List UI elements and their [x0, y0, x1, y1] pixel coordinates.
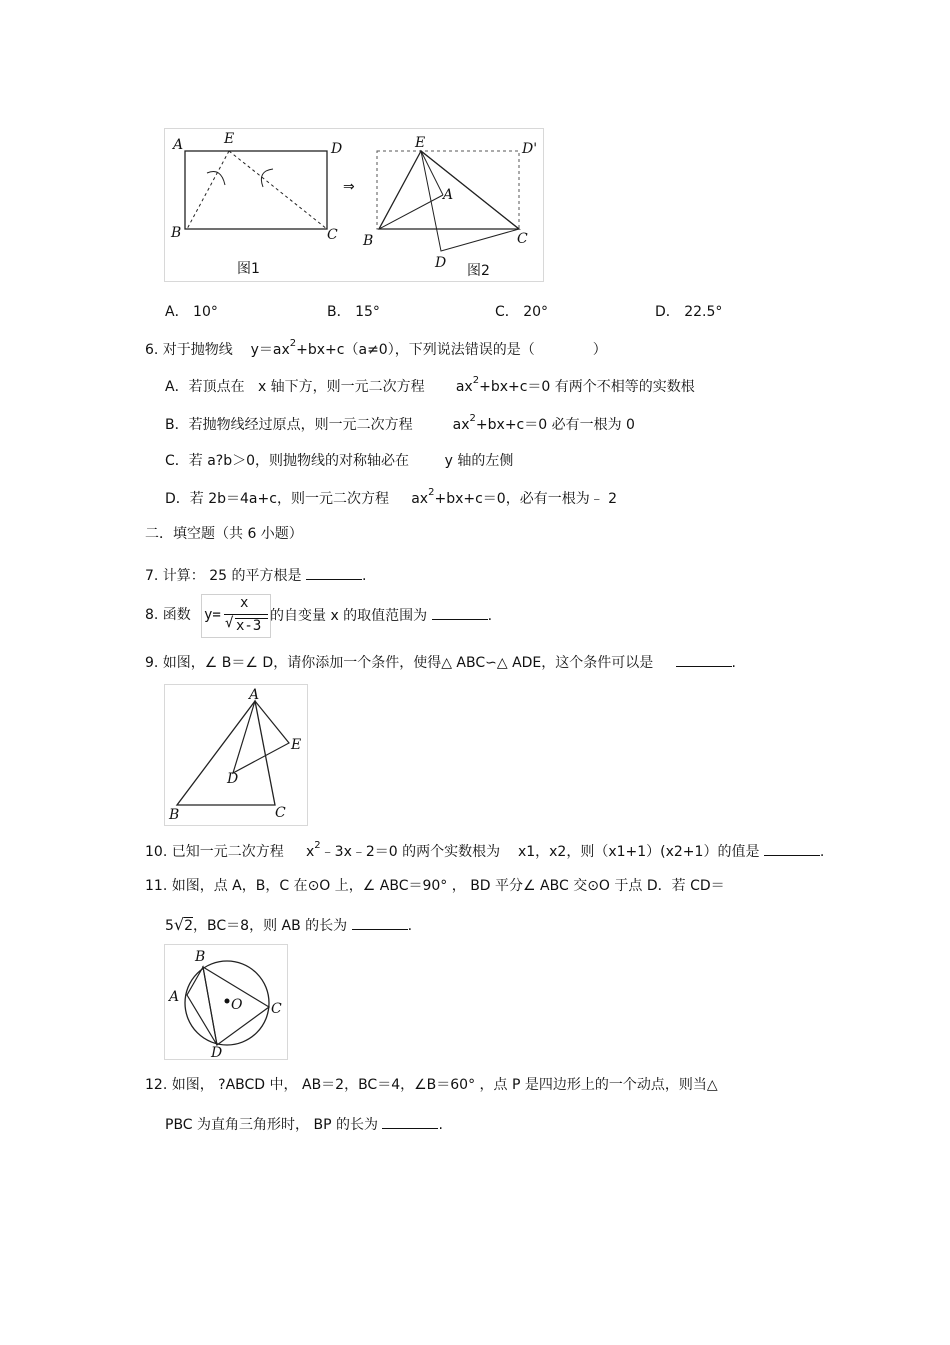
q6-stem-close: ）: [592, 342, 607, 358]
q6-option-c[interactable]: [165, 452, 513, 470]
q11-label-b: B: [195, 949, 206, 965]
figure-q11: [164, 944, 288, 1060]
q8-formula-num: x: [240, 595, 249, 611]
option-text-post: +bx+c＝0 必有一根为 0: [475, 417, 635, 433]
q12-line1: 12. 如图， ?ABCD 中， AB＝2，BC＝4，∠B＝60° ，点 P 是四边形上的一个动点，则当△: [145, 1077, 718, 1093]
option-letter: B．: [327, 304, 351, 320]
option-text: 10°: [193, 304, 218, 320]
option-text-post: +bx+c＝0，必有一根为﹣ 2: [434, 491, 618, 507]
option-text: 20°: [523, 304, 549, 320]
option-eq: ax: [452, 417, 470, 433]
q10-eq: ﹣3x﹣2＝0 的两个实数根为: [320, 844, 501, 860]
q8-formula-den: x-3: [236, 618, 262, 634]
q8-formula-box: [201, 594, 271, 638]
q9-text: 9. 如图，∠ B＝∠ D，请你添加一个条件，使得△ ABC∽△ ADE，这个条件可以是: [145, 655, 654, 671]
figure-q5-svg: [165, 129, 543, 281]
option-eq: ax: [455, 379, 473, 395]
option-text: 若顶点在: [188, 379, 245, 395]
sqrt-icon: √: [173, 915, 185, 934]
fig1-fold-arrow-left: [207, 172, 225, 186]
option-text: 15°: [355, 304, 380, 320]
q9-end: .: [731, 655, 736, 671]
option-text: 若 a?b＞0，则抛物线的对称轴必在: [188, 453, 410, 469]
option-text: 若抛物线经过原点，则一元二次方程: [188, 417, 413, 433]
option-text: 若 2b＝4a+c，则一元二次方程: [189, 491, 389, 507]
q9-label-c: C: [275, 805, 286, 821]
fig2-triangle-edc: [421, 151, 519, 251]
option-sup: 2: [469, 413, 476, 424]
q11-text: ，BC＝8，则 AB 的长为: [193, 918, 348, 934]
option-letter: A．: [165, 379, 189, 395]
option-sup: 2: [472, 375, 480, 386]
fig2-caption: 图2: [467, 263, 490, 279]
q5-option-c[interactable]: [495, 303, 548, 321]
q8-end: .: [487, 608, 493, 624]
q5-option-a[interactable]: [165, 303, 218, 321]
option-letter: D．: [165, 491, 190, 507]
q6-option-b[interactable]: [165, 413, 635, 436]
figure-q9-svg: [165, 685, 307, 825]
q12-line2: [165, 1114, 443, 1134]
q11-label-d: D: [211, 1045, 223, 1059]
option-letter: A．: [165, 304, 189, 320]
q6-stem-rest: +bx+c（a≠0），下列说法错误的是（: [296, 342, 535, 358]
q10-intro: 10. 已知一元二次方程: [145, 844, 284, 860]
q7-text: 7. 计算： 25 的平方根是: [145, 568, 302, 584]
q11-line2: [165, 915, 412, 935]
q9-label-b: B: [169, 807, 180, 823]
figure-q11-svg: [165, 945, 287, 1059]
q10: [145, 841, 824, 863]
q11-label-a: A: [169, 989, 180, 1005]
q9-label-e: E: [291, 737, 302, 753]
option-sup: 2: [428, 487, 435, 498]
q11-center-dot: [225, 999, 230, 1004]
q9-triangle-ade: [233, 701, 289, 773]
q9-triangle-abc: [177, 701, 275, 805]
q10-end: .: [819, 844, 825, 860]
q12-end: .: [438, 1117, 443, 1133]
fig1-label-e: E: [224, 131, 235, 147]
q11-answer-blank[interactable]: [352, 915, 408, 930]
option-letter: D．: [655, 304, 680, 320]
section-heading: 二．填空题（共 6 小题）: [145, 526, 303, 542]
q9-label-a: A: [249, 687, 260, 703]
q11-triangle-bad: [187, 967, 217, 1045]
q8-rest: [270, 605, 492, 625]
option-text-post: +bx+c＝0 有两个不相等的实数根: [479, 379, 695, 395]
q10-sup: 2: [314, 840, 321, 851]
q8-text: 的自变量 x 的取值范围为: [270, 608, 428, 624]
fig1-label-c: C: [327, 227, 338, 243]
fig2-label-c: C: [517, 231, 528, 247]
q11-label-c: C: [271, 1001, 282, 1017]
q11-label-o: O: [231, 997, 243, 1013]
option-letter: C．: [495, 304, 519, 320]
transform-arrow: ⇒: [343, 179, 355, 195]
q6-stem-eq: y＝ax: [250, 342, 290, 358]
fig2-label-e: E: [415, 135, 426, 151]
fig2-label-d-prime: D': [522, 141, 538, 157]
q11-radicand: 2: [184, 918, 194, 934]
q6-stem-sup: 2: [289, 338, 297, 349]
fig1-rectangle: [185, 151, 327, 229]
q8-formula-lhs: y=: [204, 607, 221, 623]
q8-intro: 8. 函数: [145, 607, 191, 623]
fig1-caption: 图1: [237, 261, 260, 277]
q11-end: .: [407, 918, 413, 934]
q8: [145, 603, 191, 627]
option-text: 22.5°: [684, 304, 723, 320]
q6-option-d[interactable]: [165, 487, 618, 510]
fig1-label-b: B: [171, 225, 182, 241]
q10-x: x: [305, 844, 315, 860]
fig1-fold-ec: [229, 151, 327, 229]
q6-option-a[interactable]: [165, 375, 695, 398]
q10-answer-blank[interactable]: [764, 841, 820, 856]
option-eq: ax: [411, 491, 429, 507]
q5-option-d[interactable]: [655, 303, 722, 321]
fig2-label-b: B: [363, 233, 374, 249]
q12-answer-blank[interactable]: [382, 1114, 438, 1129]
q9: [145, 652, 736, 672]
figure-q9: [164, 684, 308, 826]
q7-end: .: [361, 568, 367, 584]
q5-option-b[interactable]: [327, 303, 380, 321]
fig1-label-d: D: [331, 141, 343, 157]
option-letter: C．: [165, 453, 189, 469]
fig2-label-a: A: [443, 187, 454, 203]
q11-coef: 5: [165, 918, 174, 934]
fig1-fold-eb: [187, 151, 229, 229]
option-text-mid: x 轴下方，则一元二次方程: [257, 379, 425, 395]
q12-text: PBC 为直角三角形时， BP 的长为: [165, 1117, 378, 1133]
q7: [145, 565, 366, 585]
fig2-label-d: D: [435, 255, 447, 271]
fig1-label-a: A: [173, 137, 184, 153]
figure-q5: [164, 128, 544, 282]
fig2-segment-ea: [421, 151, 443, 195]
q9-answer-blank[interactable]: [676, 652, 732, 667]
q9-label-d: D: [227, 771, 239, 787]
option-letter: B．: [165, 417, 189, 433]
q6-stem-intro: 6. 对于抛物线: [145, 342, 233, 358]
option-text-mid: y 轴的左侧: [444, 453, 514, 469]
q11-line1: 11. 如图，点 A，B，C 在⊙O 上，∠ ABC＝90° ， BD 平分∠ ABC 交⊙O 于点 D．若 CD＝: [145, 878, 725, 894]
sqrt-icon: √: [225, 615, 234, 631]
q8-answer-blank[interactable]: [432, 605, 488, 620]
q7-answer-blank[interactable]: [306, 565, 362, 580]
q10-roots: x1，x2，则（x1+1）(x2+1）的值是: [517, 844, 760, 860]
q6-stem: [145, 338, 607, 361]
